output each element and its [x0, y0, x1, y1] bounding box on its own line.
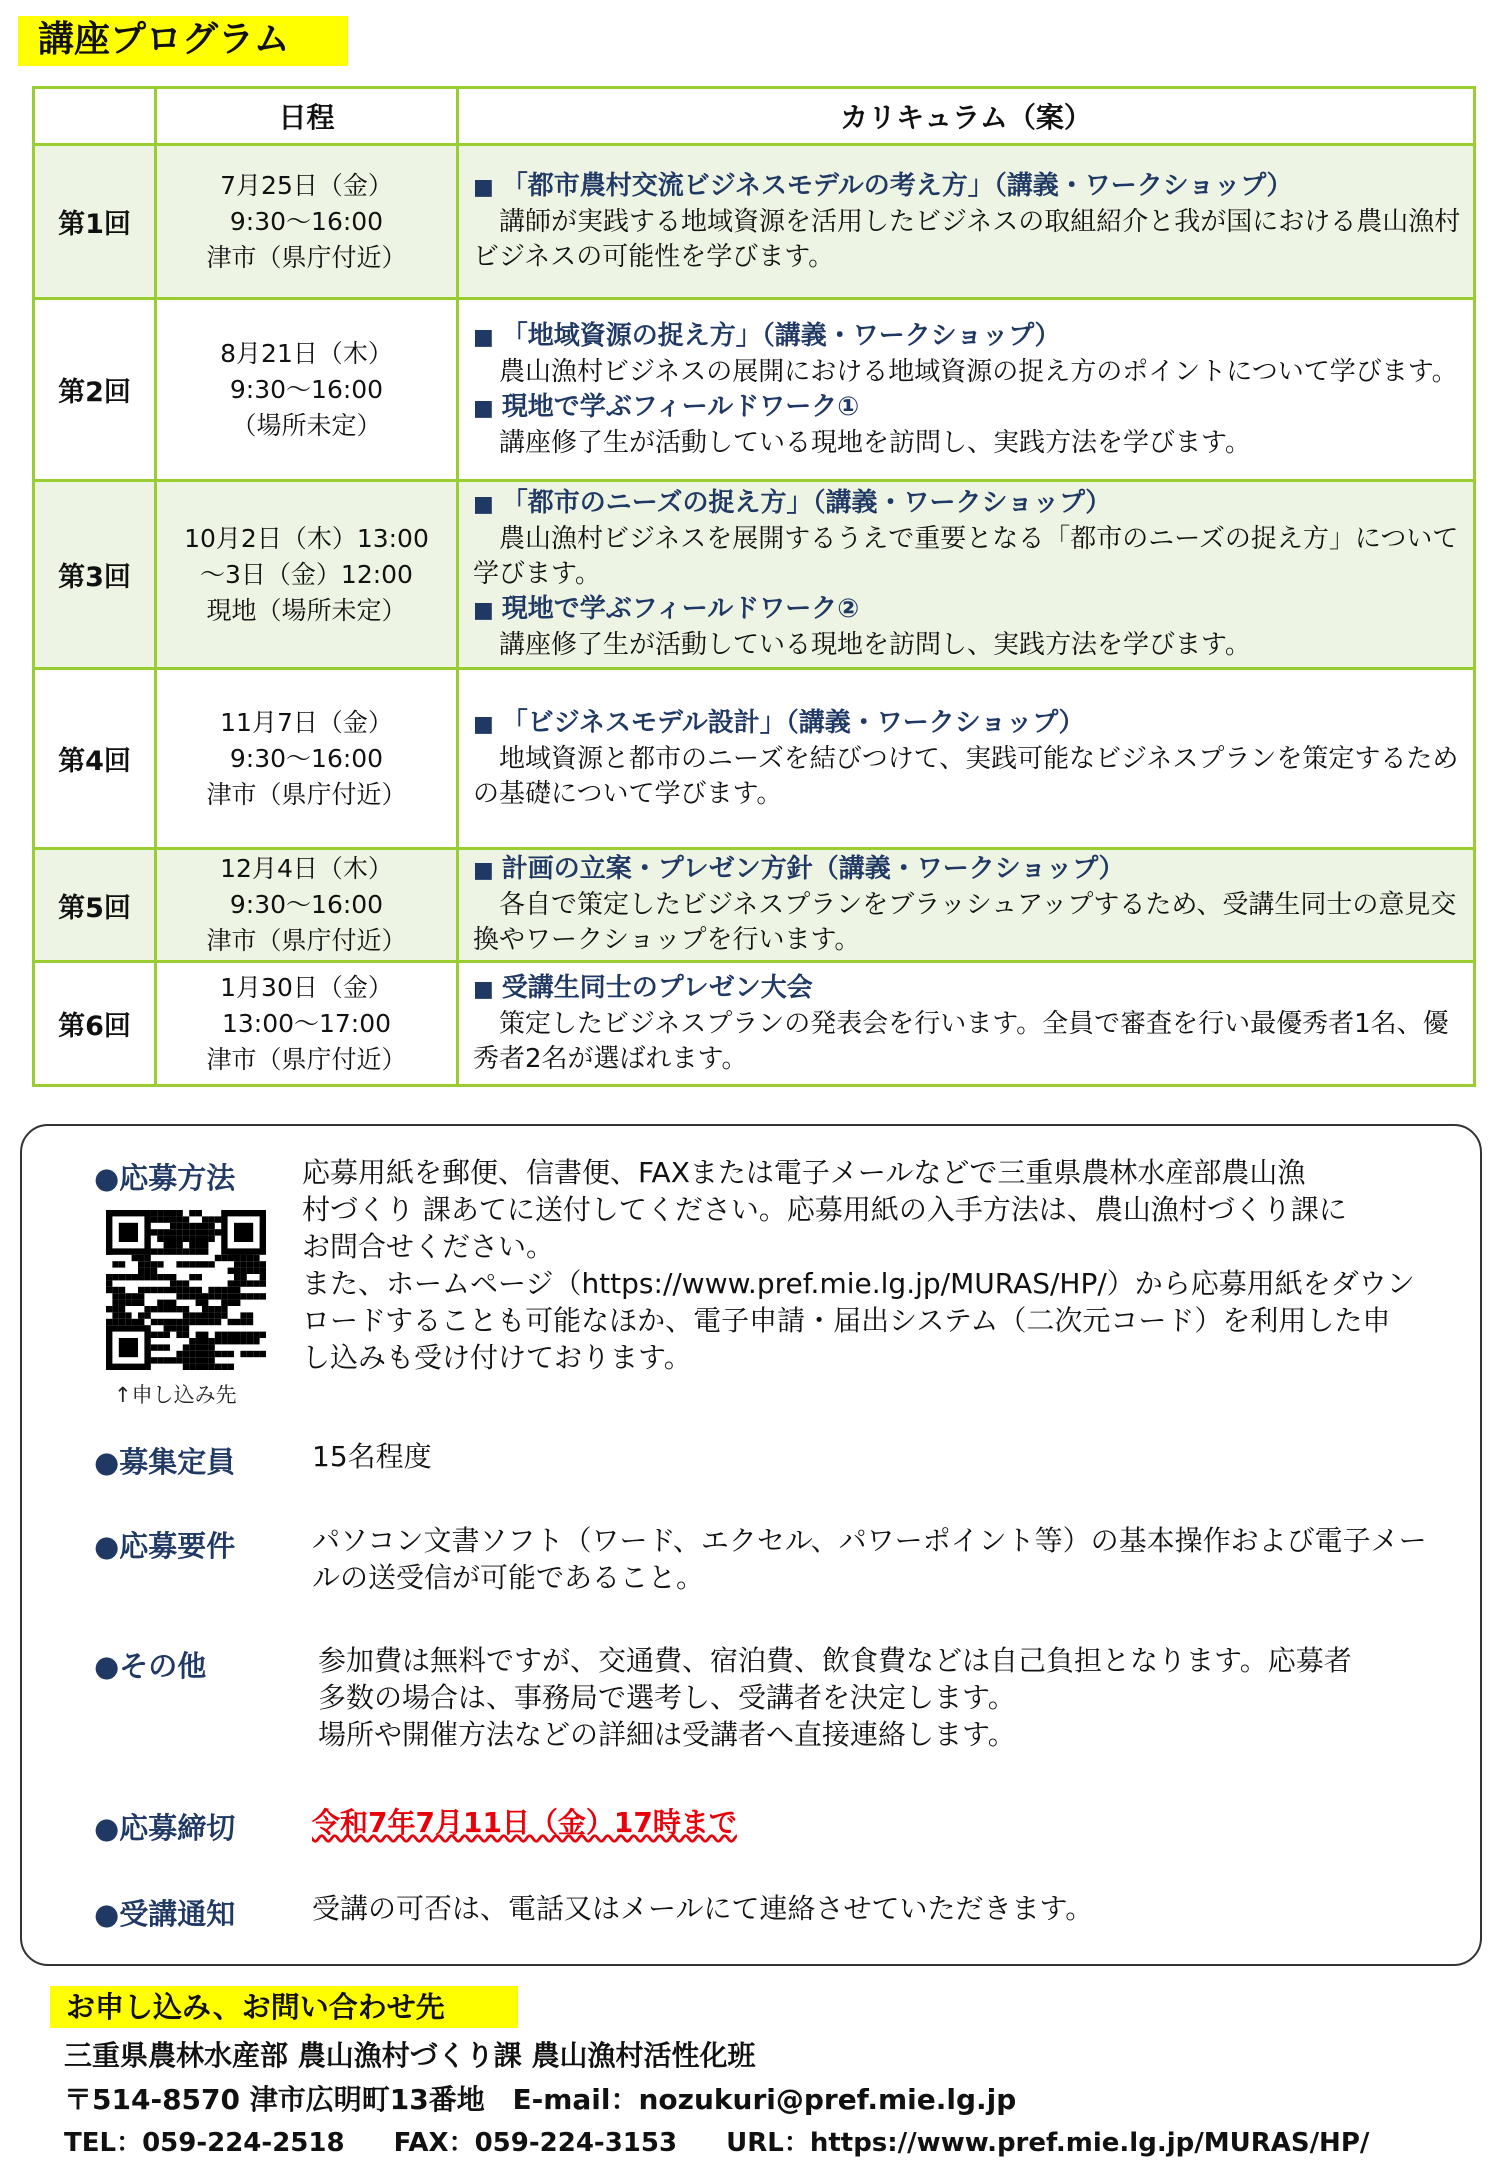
- header-schedule: 日程: [156, 88, 458, 145]
- schedule-line: 9:30〜16:00: [229, 890, 384, 919]
- session-schedule: [156, 849, 458, 962]
- table-row: [34, 669, 1475, 849]
- session-curriculum: [458, 145, 1475, 299]
- session-number: 第1回: [34, 145, 156, 299]
- session-number: 第2回: [34, 299, 156, 481]
- text-line: ルの送受信が可能であること。: [312, 1561, 705, 1594]
- curriculum-title-text: 「都市農村交流ビジネスモデルの考え方」（講義・ワークショップ）: [501, 170, 1293, 201]
- contact-org: 三重県農林水産部 農山漁村づくり課 農山漁村活性化班: [64, 2039, 756, 2072]
- schedule-line: 13:00〜17:00: [221, 1008, 392, 1038]
- header-blank: [34, 88, 156, 145]
- header-curriculum: カリキュラム（案）: [458, 88, 1475, 145]
- curriculum-title: [473, 390, 1461, 426]
- session-number: 第4回: [34, 669, 156, 849]
- session-schedule: [156, 481, 458, 669]
- curriculum-description: 策定したビジネスプランの発表会を行います。全員で審査を行い最優秀者1名、優秀者2名が選ばれます。: [473, 1008, 1449, 1074]
- text-line: パソコン文書ソフト（ワード、エクセル、パワーポイント等）の基本操作および電子メー: [312, 1524, 1427, 1557]
- capacity-label: ●募集定員: [94, 1445, 236, 1479]
- square-bullet-icon: ■: [473, 324, 494, 350]
- table-row: [34, 962, 1475, 1086]
- curriculum-description: 農山漁村ビジネスの展開における地域資源の捉え方のポイントについて学びます。: [499, 356, 1458, 387]
- capacity-text: 15名程度: [312, 1440, 432, 1473]
- text-line: お問合せください。: [302, 1230, 555, 1263]
- program-title: 講座プログラム: [18, 16, 348, 66]
- schedule-line: 12月4日（木）: [220, 854, 393, 883]
- schedule-line: 8月21日（木）: [220, 338, 393, 368]
- curriculum-title-text: 受講生同士のプレゼン大会: [501, 972, 813, 1003]
- notice-label: ●受講通知: [94, 1897, 236, 1931]
- text-line: 多数の場合は、事務局で選考し、受講者を決定します。: [318, 1681, 1016, 1714]
- curriculum-title-text: 「ビジネスモデル設計」（講義・ワークショップ）: [501, 707, 1085, 738]
- text-line: 場所や開催方法などの詳細は受講者へ直接連絡します。: [318, 1718, 1016, 1751]
- session-number: 第5回: [34, 849, 156, 962]
- text-line: し込みも受け付けております。: [302, 1341, 692, 1374]
- curriculum-description: 各自で策定したビジネスプランをブラッシュアップするため、受講生同士の意見交換やワークショップを行います。: [473, 890, 1457, 955]
- curriculum-title-text: 現地で学ぶフィールドワーク②: [501, 594, 860, 624]
- deadline-text: [312, 1804, 737, 1841]
- schedule-line: 7月25日（金）: [220, 170, 393, 200]
- contact-tel: TEL：059-224-2518: [64, 2128, 345, 2158]
- schedule-line: 11月7日（金）: [220, 707, 393, 737]
- table-row: [34, 299, 1475, 481]
- curriculum-title: [473, 319, 1461, 355]
- session-curriculum: [458, 669, 1475, 849]
- square-bullet-icon: ■: [473, 598, 494, 623]
- schedule-line: 10月2日（木）13:00: [184, 523, 429, 553]
- curriculum-title-text: 計画の立案・プレゼン方針（講義・ワークショップ）: [501, 854, 1125, 884]
- contact-url[interactable]: URL：https://www.pref.mie.lg.jp/MURAS/HP/: [726, 2128, 1370, 2158]
- schedule-line: 〜3日（金）12:00: [200, 559, 413, 589]
- session-curriculum: [458, 481, 1475, 669]
- table-header-row: [34, 88, 1475, 145]
- curriculum-title-text: 「都市のニーズの捉え方」（講義・ワークショップ）: [501, 488, 1112, 518]
- square-bullet-icon: ■: [473, 711, 494, 737]
- application-method-text: [302, 1154, 1415, 1376]
- contact-fax: FAX：059-224-3153: [393, 2128, 678, 2158]
- program-table: [32, 86, 1476, 1087]
- curriculum-description: 講座修了生が活動している現地を訪問し、実践方法を学びます。: [499, 630, 1251, 660]
- square-bullet-icon: ■: [473, 395, 494, 421]
- schedule-line: 9:30〜16:00: [229, 743, 384, 773]
- curriculum-title-text: 現地で学ぶフィールドワーク①: [501, 391, 860, 422]
- curriculum-title: [473, 169, 1461, 205]
- contact-title: お申し込み、お問い合わせ先: [50, 1986, 518, 2028]
- table-row: [34, 849, 1475, 962]
- session-schedule: [156, 669, 458, 849]
- contact-address-line: [64, 2078, 1016, 2118]
- schedule-line: 9:30〜16:00: [229, 206, 384, 236]
- curriculum-title: [473, 706, 1461, 742]
- contact-email[interactable]: E-mail：nozukuri@pref.mie.lg.jp: [512, 2083, 1017, 2116]
- schedule-line: 津市（県庁付近）: [206, 242, 407, 272]
- session-curriculum: [458, 299, 1475, 481]
- curriculum-title: [473, 852, 1461, 888]
- text-line: 応募用紙を郵便、信書便、FAXまたは電子メールなどで三重県農林水産部農山漁: [302, 1156, 1306, 1189]
- table-row: [34, 145, 1475, 299]
- session-number: 第3回: [34, 481, 156, 669]
- curriculum-title: [473, 592, 1461, 628]
- contact-address: 〒514-8570 津市広明町13番地: [64, 2083, 485, 2116]
- session-schedule: [156, 299, 458, 481]
- schedule-line: 現地（場所未定）: [206, 595, 407, 625]
- requirements-text: [312, 1522, 1427, 1596]
- schedule-line: 1月30日（金）: [220, 972, 393, 1002]
- schedule-line: 津市（県庁付近）: [206, 779, 407, 809]
- session-schedule: [156, 962, 458, 1086]
- other-text: [318, 1642, 1352, 1753]
- curriculum-title: [473, 486, 1461, 522]
- deadline-value: 令和7年7月11日（金）17時まで: [312, 1806, 737, 1839]
- curriculum-title-text: 「地域資源の捉え方」（講義・ワークショップ）: [501, 320, 1061, 351]
- table-row: [34, 481, 1475, 669]
- qr-caption: ↑申し込み先: [114, 1383, 237, 1407]
- curriculum-description: 講座修了生が活動している現地を訪問し、実践方法を学びます。: [499, 427, 1251, 458]
- curriculum-title: [473, 971, 1461, 1007]
- notice-text: 受講の可否は、電話又はメールにて連絡させていただきます。: [312, 1892, 1094, 1925]
- session-number: 第6回: [34, 962, 156, 1086]
- text-line: 参加費は無料ですが、交通費、宿泊費、飲食費などは自己負担となります。応募者: [318, 1644, 1352, 1677]
- square-bullet-icon: ■: [473, 976, 494, 1002]
- square-bullet-icon: ■: [473, 858, 494, 883]
- text-line: 村づくり 課あてに送付してください。応募用紙の入手方法は、農山漁村づくり課に: [302, 1193, 1347, 1226]
- schedule-line: 9:30〜16:00: [229, 374, 384, 404]
- deadline-label: ●応募締切: [94, 1811, 236, 1845]
- session-curriculum: [458, 849, 1475, 962]
- text-line: また、ホームページ（https://www.pref.mie.lg.jp/MURAS/HP/）から応募用紙をダウン: [302, 1267, 1415, 1300]
- schedule-line: （場所未定）: [231, 410, 382, 440]
- text-line: ロードすることも可能なほか、電子申請・届出システム（二次元コード）を利用した申: [302, 1304, 1391, 1337]
- contact-phone-line: [64, 2122, 1369, 2159]
- square-bullet-icon: ■: [473, 492, 494, 517]
- qr-code-icon[interactable]: [106, 1210, 266, 1370]
- schedule-line: 津市（県庁付近）: [206, 1044, 407, 1074]
- square-bullet-icon: ■: [473, 174, 494, 200]
- session-curriculum: [458, 962, 1475, 1086]
- application-method-label: ●応募方法: [94, 1161, 236, 1195]
- application-info-box: [20, 1124, 1482, 1966]
- session-schedule: [156, 145, 458, 299]
- curriculum-description: 地域資源と都市のニーズを結びつけて、実践可能なビジネスプランを策定するための基礎について学びます。: [473, 743, 1459, 809]
- schedule-line: 津市（県庁付近）: [206, 926, 407, 955]
- requirements-label: ●応募要件: [94, 1529, 236, 1563]
- curriculum-description: 講師が実践する地域資源を活用したビジネスの取組紹介と我が国における農山漁村ビジネスの可能性を学びます。: [473, 206, 1461, 272]
- other-label: ●その他: [94, 1649, 207, 1683]
- curriculum-description: 農山漁村ビジネスを展開するうえで重要となる「都市のニーズの捉え方」について学びます。: [473, 524, 1459, 589]
